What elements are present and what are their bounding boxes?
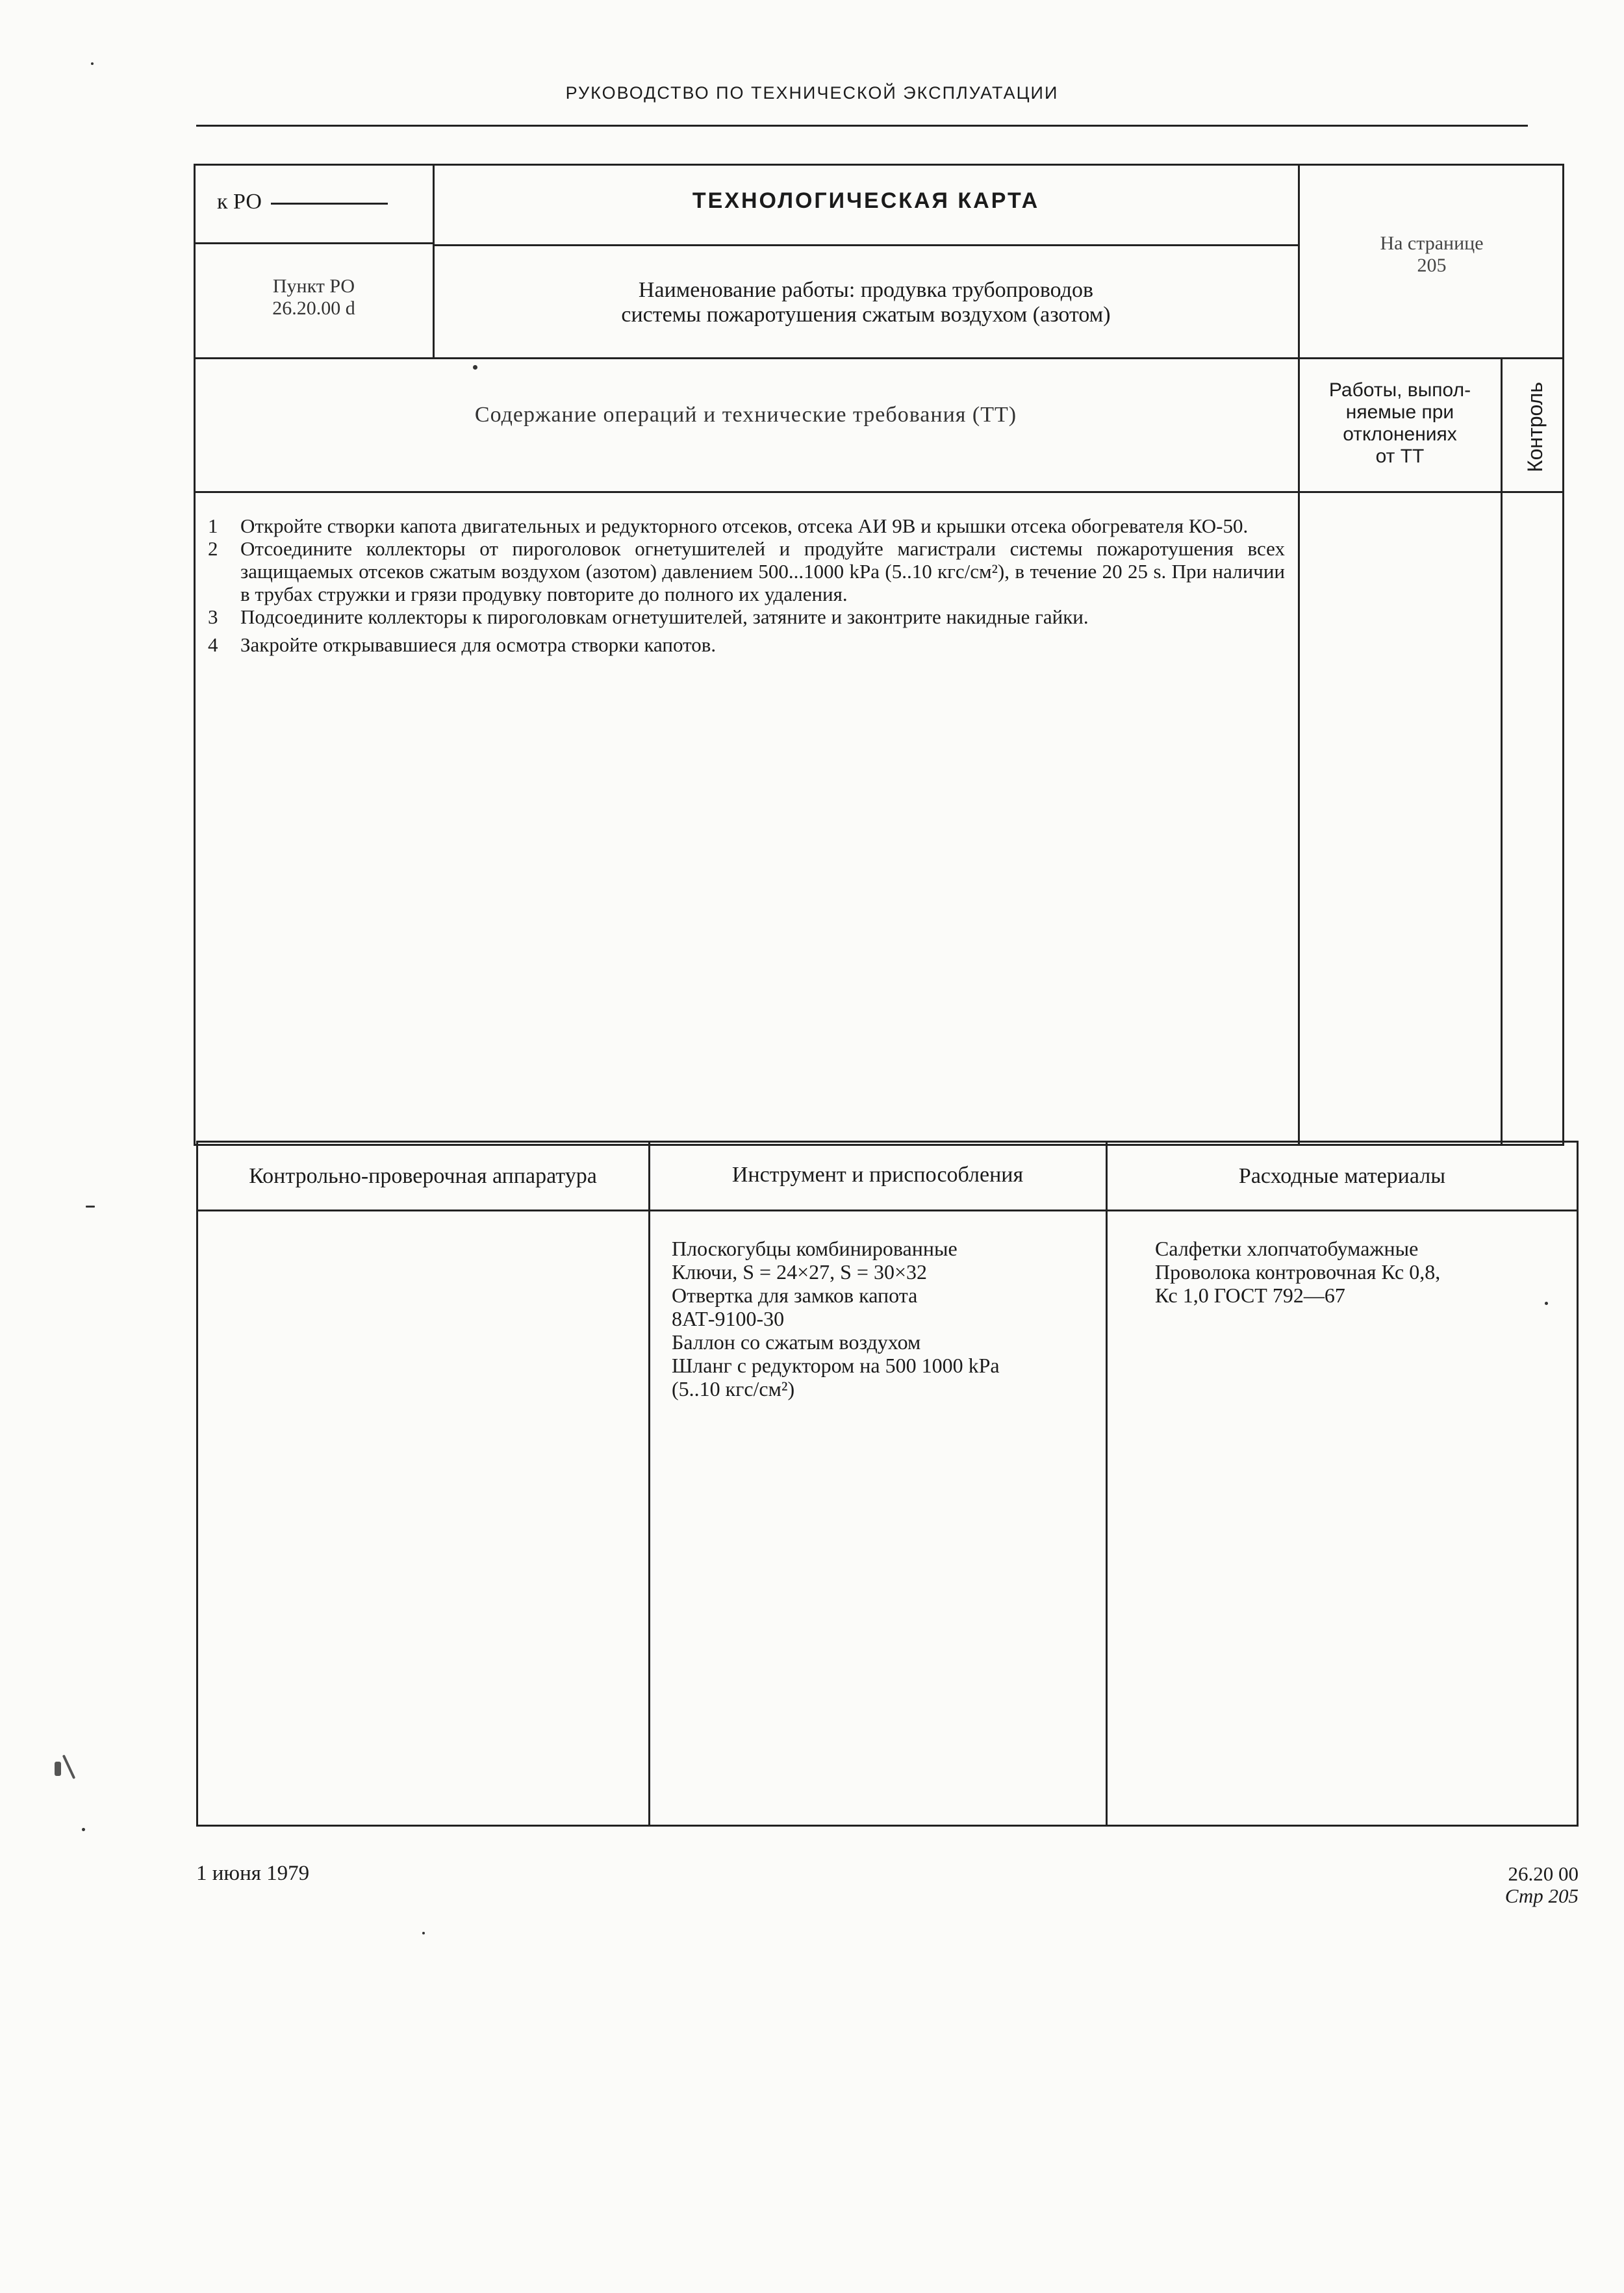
item-label: Пункт РО [272,275,355,297]
page-reference [1505,1863,1579,1907]
operation-steps [207,514,1285,656]
deviations-header-line-1: Работы, выпол- [1328,379,1471,401]
k-ro-label: к РО [217,190,262,214]
list-item [207,605,1285,628]
control-header-text: Контроль [1523,381,1547,472]
list-item: Отвертка для замков капота [672,1284,918,1307]
item-box [195,275,433,320]
tools-list [672,1237,1000,1400]
control-header [1512,378,1558,475]
step-text: Отсоедините коллекторы от пироголовок огнетушителей и продуйте магистрали системы пожаротушения всех защищаемых отсеков сжатым воздухом (азотом) давлением 500...1000 kPa (5..10 кгс/см²), в течение 20 25 s. При наличии в трубах стружки и грязи продувку повторите до полного их удаления. [240,537,1285,605]
k-ro-field [217,190,388,214]
scan-speck [55,1762,61,1776]
list-item: Ключи, S = 24×27, S = 30×32 [672,1260,927,1284]
page-ref: Стр 205 [1504,1884,1579,1907]
divider [194,357,1564,359]
step-number: 2 [208,537,218,560]
deviations-header-line-2: няемые при [1345,401,1454,423]
step-text: Закройте открывавшиеся для осмотра створки капотов. [240,633,717,656]
list-item [207,633,1285,656]
materials-list [1155,1237,1440,1307]
operations-header: Содержание операций и технические требования (ТТ) [474,403,1017,427]
materials-header: Расходные материалы [1238,1164,1446,1188]
step-text: Подсоедините коллекторы к пироголовкам огнетушителей, затяните и законтрите накидные гайки. [240,605,1089,628]
equipment-header: Контрольно-проверочная аппаратура [249,1164,597,1188]
running-title: РУКОВОДСТВО ПО ТЕХНИЧЕСКОЙ ЭКСПЛУАТАЦИИ [565,83,1059,103]
list-item: Салфетки хлопчатобумажные [1155,1237,1419,1260]
list-item [207,537,1285,605]
scan-speck [86,1206,95,1208]
divider [1501,357,1503,1146]
step-number: 4 [208,633,218,656]
deviations-header-line-4: от ТТ [1375,446,1425,467]
divider [196,1210,1579,1211]
page-number: 205 [1417,255,1447,276]
k-ro-blank-line [271,203,388,205]
deviations-header-line-3: отклонениях [1343,424,1457,445]
scan-speck [91,62,94,65]
divider [433,244,1299,246]
list-item: 8АТ-9100-30 [672,1307,785,1330]
step-number: 1 [208,514,218,537]
doc-code: 26.20 00 [1508,1862,1579,1885]
step-number: 3 [208,605,218,628]
work-name-line-1: Наименование работы: продувка трубопроводов [638,278,1094,302]
scan-speck [62,1755,76,1779]
divider [1106,1141,1108,1827]
divider [194,242,434,244]
scan-speck [422,1932,425,1934]
list-item: Проволока контровочная Кс 0,8, [1155,1260,1441,1284]
list-item: (5..10 кгс/см²) [672,1377,795,1400]
scan-speck [82,1828,85,1831]
deviations-header [1299,379,1501,468]
divider [648,1141,650,1827]
list-item: Шланг с редуктором на 500 1000 kPa [672,1354,1000,1377]
list-item: Баллон со сжатым воздухом [672,1330,921,1354]
scan-speck [1545,1302,1548,1305]
item-code: 26.20.00 d [272,298,355,319]
page-box [1299,233,1564,277]
list-item: Кс 1,0 ГОСТ 792—67 [1155,1284,1345,1307]
page-label: На странице [1380,233,1484,254]
work-name [434,278,1298,327]
header-rule [196,125,1528,127]
work-name-line-2: системы пожаротушения сжатым воздухом (азотом) [621,303,1111,327]
step-text: Откройте створки капота двигательных и редукторного отсеков, отсека АИ 9В и крышки отсека обогревателя КО-50. [240,514,1249,537]
scan-speck [473,365,477,370]
tools-header: Инструмент и приспособления [731,1163,1024,1187]
issue-date: 1 июня 1979 [196,1862,310,1885]
list-item: Плоскогубцы комбинированные [672,1237,958,1260]
list-item [207,514,1285,537]
divider [1298,164,1300,1146]
card-title: ТЕХНОЛОГИЧЕСКАЯ КАРТА [692,188,1040,213]
divider [194,491,1564,493]
